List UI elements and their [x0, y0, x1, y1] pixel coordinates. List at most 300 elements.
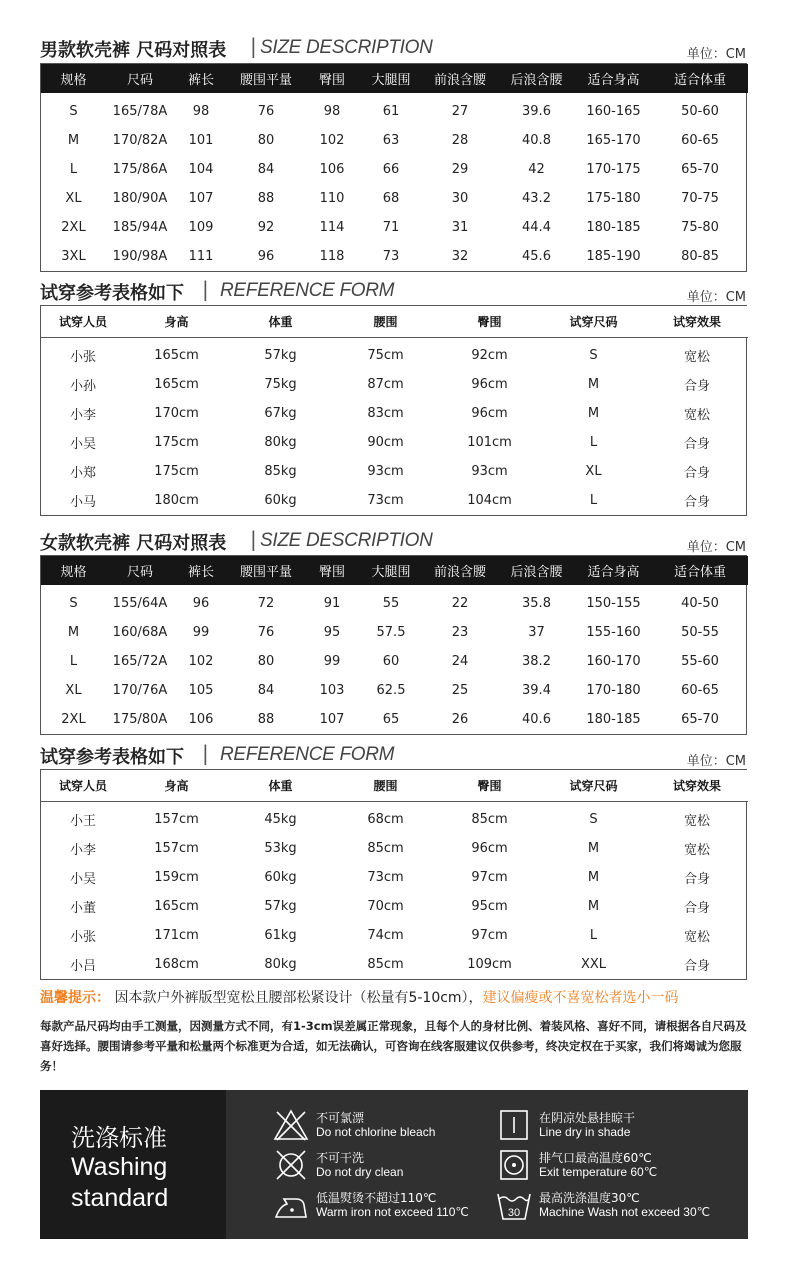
men-ref-header: [40, 277, 750, 307]
table-cell: 60: [382, 654, 400, 669]
column-header: 臀围: [304, 64, 360, 93]
table-cell: 101cm: [467, 435, 512, 450]
table-cell: XL: [65, 191, 82, 206]
column-header: 适合体重: [652, 64, 748, 93]
column-header: 适合身高: [575, 556, 652, 585]
section-title: 男款软壳裤 尺码对照表: [40, 40, 227, 61]
table-cell: 180/90A: [112, 191, 168, 206]
table-cell: M: [67, 625, 80, 640]
table-cell: M: [587, 841, 600, 856]
column-header: 试穿人员: [41, 770, 125, 801]
column-header: 试穿人员: [41, 306, 125, 337]
unit-label: 单位：CM: [686, 47, 746, 62]
table-cell: 70cm: [367, 899, 404, 914]
table-cell: 73: [382, 249, 400, 264]
table-cell: 96: [192, 596, 210, 611]
table-cell: 99: [323, 654, 341, 669]
table-cell: 合身: [683, 379, 710, 394]
table-cell: 57kg: [264, 899, 297, 914]
table-cell: 小吴: [69, 872, 96, 887]
no-dry-clean-icon: [272, 1148, 310, 1182]
table-cell: 180cm: [154, 493, 199, 508]
table-header-row: [41, 306, 748, 337]
table-row: [41, 126, 748, 155]
table-cell: 170cm: [154, 406, 199, 421]
table-cell: 97cm: [471, 928, 508, 943]
table-cell: L: [589, 928, 598, 943]
table-cell: M: [587, 870, 600, 885]
table-cell: 61kg: [264, 928, 297, 943]
table-cell: 165cm: [154, 348, 199, 363]
column-header: 臀围: [304, 556, 360, 585]
table-cell: 75cm: [367, 348, 404, 363]
table-cell: 102: [319, 133, 345, 148]
column-header: 臀围: [438, 770, 541, 801]
table-cell: 107: [319, 712, 345, 727]
table-row: [41, 705, 748, 734]
table-row: [41, 589, 748, 618]
table-cell: M: [587, 377, 600, 392]
women-ref-table: [40, 769, 747, 980]
care-zh: 最高洗涤温度30℃: [539, 1191, 640, 1205]
table-cell: 111: [188, 249, 214, 264]
table-cell: S: [69, 104, 78, 119]
wash-30-icon: [495, 1188, 533, 1222]
table-cell: 合身: [683, 901, 710, 916]
table-cell: 91: [323, 596, 341, 611]
table-cell: 57kg: [264, 348, 297, 363]
table-cell: S: [589, 812, 598, 827]
table-cell: 175-180: [586, 191, 641, 206]
table-cell: 97cm: [471, 870, 508, 885]
table-cell: 29: [451, 162, 469, 177]
column-header: 规格: [41, 64, 106, 93]
washing-title-en-line1: Washing: [71, 1153, 168, 1181]
table-cell: 67kg: [264, 406, 297, 421]
table-cell: 87cm: [367, 377, 404, 392]
column-header: 大腿围: [360, 556, 422, 585]
care-zh: 不可氯漂: [316, 1111, 365, 1125]
table-cell: 80: [257, 654, 275, 669]
table-cell: M: [67, 133, 80, 148]
column-header: 适合身高: [575, 64, 652, 93]
table-cell: 165cm: [154, 377, 199, 392]
table-cell: 155/64A: [112, 596, 168, 611]
care-zh: 不可干洗: [316, 1151, 365, 1165]
table-cell: 50-60: [681, 104, 719, 119]
table-cell: 180-185: [586, 220, 641, 235]
title-separator: |: [202, 277, 209, 301]
table-row: [41, 647, 748, 676]
table-cell: 72: [257, 596, 275, 611]
washing-panel: [40, 1090, 748, 1239]
table-cell: 98: [192, 104, 210, 119]
table-cell: XL: [585, 464, 602, 479]
table-cell: 185-190: [586, 249, 641, 264]
table-row: [41, 892, 748, 921]
column-header: 腰围: [333, 306, 438, 337]
table-cell: 95cm: [471, 899, 508, 914]
unit-label: 单位：CM: [686, 540, 746, 555]
table-cell: 150-155: [586, 596, 641, 611]
table-cell: 53kg: [264, 841, 297, 856]
column-header: 腰围: [333, 770, 438, 801]
care-en: Warm iron not exceed 110℃: [316, 1205, 469, 1219]
table-row: [41, 213, 748, 242]
table-cell: 71: [382, 220, 400, 235]
table-cell: 180-185: [586, 712, 641, 727]
table-cell: 93cm: [471, 464, 508, 479]
section-title: 试穿参考表格如下: [40, 283, 184, 304]
table-cell: 60-65: [681, 683, 719, 698]
table-cell: 小李: [69, 408, 96, 423]
table-cell: 155-160: [586, 625, 641, 640]
table-cell: 96cm: [471, 841, 508, 856]
table-cell: 合身: [683, 959, 710, 974]
table-cell: 165-170: [586, 133, 641, 148]
column-header: 身高: [125, 770, 228, 801]
table-cell: 35.8: [522, 596, 551, 611]
column-header: 试穿效果: [646, 770, 748, 801]
care-en: Machine Wash not exceed 30℃: [539, 1205, 711, 1219]
title-separator: |: [202, 741, 209, 765]
table-cell: 39.6: [522, 104, 551, 119]
care-en: Exit temperature 60℃: [539, 1165, 658, 1179]
column-header: 试穿尺码: [541, 306, 646, 337]
care-en: Do not chlorine bleach: [316, 1125, 436, 1139]
men-size-header: [40, 34, 750, 64]
tumble-dry-icon: [495, 1148, 533, 1182]
table-header-row: [41, 556, 748, 585]
table-cell: 60-65: [681, 133, 719, 148]
table-cell: 114: [319, 220, 345, 235]
table-cell: 160-165: [586, 104, 641, 119]
table-cell: 45kg: [264, 812, 297, 827]
table-cell: 小李: [69, 843, 96, 858]
table-cell: 小张: [69, 930, 96, 945]
table-cell: 96cm: [471, 377, 508, 392]
table-cell: 26: [451, 712, 469, 727]
table-cell: 170-175: [586, 162, 641, 177]
column-header: 裤长: [174, 556, 228, 585]
men-size-table: [40, 63, 747, 272]
table-cell: 102: [188, 654, 214, 669]
table-cell: 小马: [69, 495, 96, 510]
table-cell: 76: [257, 625, 275, 640]
warm-tip: [40, 987, 750, 1007]
washing-title-block: [40, 1090, 226, 1239]
table-cell: 76: [257, 104, 275, 119]
table-cell: 99: [192, 625, 210, 640]
column-header: 后浪含腰: [498, 556, 575, 585]
table-cell: 68cm: [367, 812, 404, 827]
table-cell: 93cm: [367, 464, 404, 479]
line-dry-shade-icon: [495, 1108, 533, 1142]
table-cell: 170/82A: [112, 133, 168, 148]
table-row: [41, 676, 748, 705]
table-cell: 55-60: [681, 654, 719, 669]
table-cell: 66: [382, 162, 400, 177]
table-cell: 85cm: [367, 841, 404, 856]
table-cell: M: [587, 406, 600, 421]
table-cell: 175/86A: [112, 162, 168, 177]
table-cell: 小吴: [69, 437, 96, 452]
table-cell: 170-180: [586, 683, 641, 698]
table-cell: 小董: [69, 901, 96, 916]
table-row: [41, 834, 748, 863]
column-header: 体重: [228, 770, 333, 801]
table-cell: XL: [65, 683, 82, 698]
table-row: [41, 341, 748, 370]
table-cell: 39.4: [522, 683, 551, 698]
table-cell: L: [69, 654, 78, 669]
tip-text: 因本款户外裤版型宽松且腰部松紧设计（松量有5-10cm），: [114, 990, 483, 1006]
table-cell: 83cm: [367, 406, 404, 421]
table-row: [41, 805, 748, 834]
washing-title-en-line2: standard: [71, 1184, 169, 1212]
table-cell: 43.2: [522, 191, 551, 206]
women-size-header: [40, 527, 750, 557]
table-row: [41, 399, 748, 428]
table-cell: 合身: [683, 495, 710, 510]
table-cell: 23: [451, 625, 469, 640]
table-cell: 90cm: [367, 435, 404, 450]
table-row: [41, 155, 748, 184]
table-cell: 2XL: [61, 712, 86, 727]
washing-title-zh: 洗涤标准: [71, 1124, 167, 1152]
section-title: 女款软壳裤 尺码对照表: [40, 533, 227, 554]
table-cell: 88: [257, 191, 275, 206]
column-header: 适合体重: [652, 556, 748, 585]
table-cell: 宽松: [683, 408, 710, 423]
washing-title-en: [71, 1152, 168, 1214]
table-cell: XXL: [580, 957, 607, 972]
table-cell: 106: [319, 162, 345, 177]
care-zh: 在阴凉处悬挂晾干: [539, 1111, 636, 1125]
table-cell: 65: [382, 712, 400, 727]
title-separator: |: [250, 34, 257, 58]
table-cell: 3XL: [61, 249, 86, 264]
iron-icon: [272, 1188, 310, 1222]
table-cell: L: [69, 162, 78, 177]
table-cell: L: [589, 435, 598, 450]
table-cell: 175/80A: [112, 712, 168, 727]
table-cell: 小吕: [69, 959, 96, 974]
table-row: [41, 428, 748, 457]
table-cell: 104cm: [467, 493, 512, 508]
table-cell: 160/68A: [112, 625, 168, 640]
table-cell: 27: [451, 104, 469, 119]
table-cell: 65-70: [681, 162, 719, 177]
table-cell: 38.2: [522, 654, 551, 669]
column-header: 前浪含腰: [422, 556, 498, 585]
care-item-wash-30: [495, 1188, 725, 1224]
table-cell: 98: [323, 104, 341, 119]
tip-highlight: 建议偏瘦或不喜宽松者选小一码: [482, 990, 679, 1006]
table-cell: 73cm: [367, 870, 404, 885]
table-cell: S: [589, 348, 598, 363]
table-cell: 60kg: [264, 493, 297, 508]
table-cell: 44.4: [522, 220, 551, 235]
table-cell: 小张: [69, 350, 96, 365]
section-title-en: SIZE DESCRIPTION: [260, 37, 433, 58]
table-cell: 合身: [683, 437, 710, 452]
care-item-no-dry-clean: [272, 1148, 502, 1184]
care-item-iron: [272, 1188, 502, 1224]
table-row: [41, 950, 748, 979]
column-header: 后浪含腰: [498, 64, 575, 93]
table-cell: 159cm: [154, 870, 199, 885]
table-cell: 61: [382, 104, 400, 119]
column-header: 臀围: [438, 306, 541, 337]
care-en: Line dry in shade: [539, 1125, 631, 1139]
column-header: 前浪含腰: [422, 64, 498, 93]
column-header: 腰围平量: [228, 64, 304, 93]
care-en: Do not dry clean: [316, 1165, 404, 1179]
table-row: [41, 370, 748, 399]
tip-label: 温馨提示：: [40, 990, 110, 1006]
table-cell: 24: [451, 654, 469, 669]
wash-temp-label: 30: [507, 1207, 521, 1219]
table-cell: 84: [257, 683, 275, 698]
table-cell: 74cm: [367, 928, 404, 943]
table-cell: 22: [451, 596, 469, 611]
column-header: 腰围平量: [228, 556, 304, 585]
table-cell: 80kg: [264, 435, 297, 450]
table-cell: 75kg: [264, 377, 297, 392]
section-title-en: SIZE DESCRIPTION: [260, 530, 433, 551]
column-header: 裤长: [174, 64, 228, 93]
table-cell: 101: [188, 133, 214, 148]
column-header: 大腿围: [360, 64, 422, 93]
care-zh: 排气口最高温度60℃: [539, 1151, 652, 1165]
table-cell: 80kg: [264, 957, 297, 972]
table-cell: 185/94A: [112, 220, 168, 235]
table-cell: 合身: [683, 872, 710, 887]
table-cell: 85cm: [367, 957, 404, 972]
table-cell: 105: [188, 683, 214, 698]
care-item-no-bleach: [272, 1108, 502, 1144]
table-cell: 2XL: [61, 220, 86, 235]
table-cell: 宽松: [683, 350, 710, 365]
table-cell: 合身: [683, 466, 710, 481]
table-cell: 165/72A: [112, 654, 168, 669]
table-cell: 55: [382, 596, 400, 611]
table-cell: 50-55: [681, 625, 719, 640]
table-cell: 28: [451, 133, 469, 148]
table-cell: 109: [188, 220, 214, 235]
table-cell: 小郑: [69, 466, 96, 481]
table-cell: 40.8: [522, 133, 551, 148]
section-title: 试穿参考表格如下: [40, 747, 184, 768]
table-cell: 107: [188, 191, 214, 206]
column-header: 规格: [41, 556, 106, 585]
table-cell: 45.6: [522, 249, 551, 264]
table-row: [41, 97, 748, 126]
table-cell: 62.5: [376, 683, 406, 698]
table-row: [41, 184, 748, 213]
table-cell: 25: [451, 683, 469, 698]
table-cell: 171cm: [154, 928, 199, 943]
table-row: [41, 242, 748, 271]
column-header: 尺码: [106, 64, 174, 93]
table-cell: 84: [257, 162, 275, 177]
table-cell: 75-80: [681, 220, 719, 235]
table-cell: 42: [528, 162, 545, 177]
column-header: 试穿效果: [646, 306, 748, 337]
table-cell: 96: [257, 249, 275, 264]
table-cell: 95: [323, 625, 341, 640]
table-cell: 63: [382, 133, 400, 148]
table-cell: 109cm: [467, 957, 512, 972]
table-cell: 80-85: [681, 249, 719, 264]
table-cell: 165/78A: [112, 104, 168, 119]
measurement-note: 每款产品尺码均由手工测量，因测量方式不同，有1-3cm误差属正常现象，且每个人的身材比例、着装风格、喜好不同，请根据各自尺码及喜好选择。腰围请参考平量和松量两个标准更为合适，如无法确认，可咨询在线客服建议仅供参考，终决定权在于买家，我们将竭诚为您服务！: [40, 1019, 747, 1073]
column-header: 体重: [228, 306, 333, 337]
table-cell: 88: [257, 712, 275, 727]
table-cell: 157cm: [154, 841, 199, 856]
table-cell: 宽松: [683, 930, 710, 945]
care-zh: 低温熨烫不超过110℃: [316, 1191, 437, 1205]
table-cell: 170/76A: [112, 683, 168, 698]
table-row: [41, 486, 748, 515]
table-cell: 32: [451, 249, 469, 264]
table-row: [41, 863, 748, 892]
table-cell: 190/98A: [112, 249, 168, 264]
table-cell: 80: [257, 133, 275, 148]
table-cell: 小王: [69, 814, 96, 829]
table-cell: 73cm: [367, 493, 404, 508]
table-header-row: [41, 770, 748, 801]
table-cell: 175cm: [154, 464, 199, 479]
table-cell: 宽松: [683, 814, 710, 829]
women-ref-header: [40, 741, 750, 771]
section-title-en: REFERENCE FORM: [220, 280, 395, 301]
table-cell: 96cm: [471, 406, 508, 421]
table-cell: 小孙: [69, 379, 96, 394]
table-cell: 40.6: [522, 712, 551, 727]
no-bleach-icon: [272, 1108, 310, 1142]
table-row: [41, 618, 748, 647]
table-cell: L: [589, 493, 598, 508]
table-row: [41, 921, 748, 950]
unit-label: 单位：CM: [686, 754, 746, 769]
table-row: [41, 457, 748, 486]
section-title-en: REFERENCE FORM: [220, 744, 395, 765]
table-cell: 30: [451, 191, 469, 206]
table-cell: 85kg: [264, 464, 297, 479]
care-item-line-dry: [495, 1108, 725, 1144]
title-separator: |: [250, 527, 257, 551]
table-cell: 57.5: [376, 625, 406, 640]
table-cell: S: [69, 596, 78, 611]
table-cell: 104: [188, 162, 214, 177]
table-cell: 168cm: [154, 957, 199, 972]
table-cell: 160-170: [586, 654, 641, 669]
table-cell: 175cm: [154, 435, 199, 450]
table-cell: 宽松: [683, 843, 710, 858]
table-cell: 85cm: [471, 812, 508, 827]
column-header: 身高: [125, 306, 228, 337]
unit-label: 单位：CM: [686, 290, 746, 305]
table-cell: 165cm: [154, 899, 199, 914]
column-header: 试穿尺码: [541, 770, 646, 801]
table-cell: 103: [319, 683, 345, 698]
column-header: 尺码: [106, 556, 174, 585]
women-size-table: [40, 555, 747, 735]
care-item-tumble-dry: [495, 1148, 725, 1184]
table-cell: M: [587, 899, 600, 914]
